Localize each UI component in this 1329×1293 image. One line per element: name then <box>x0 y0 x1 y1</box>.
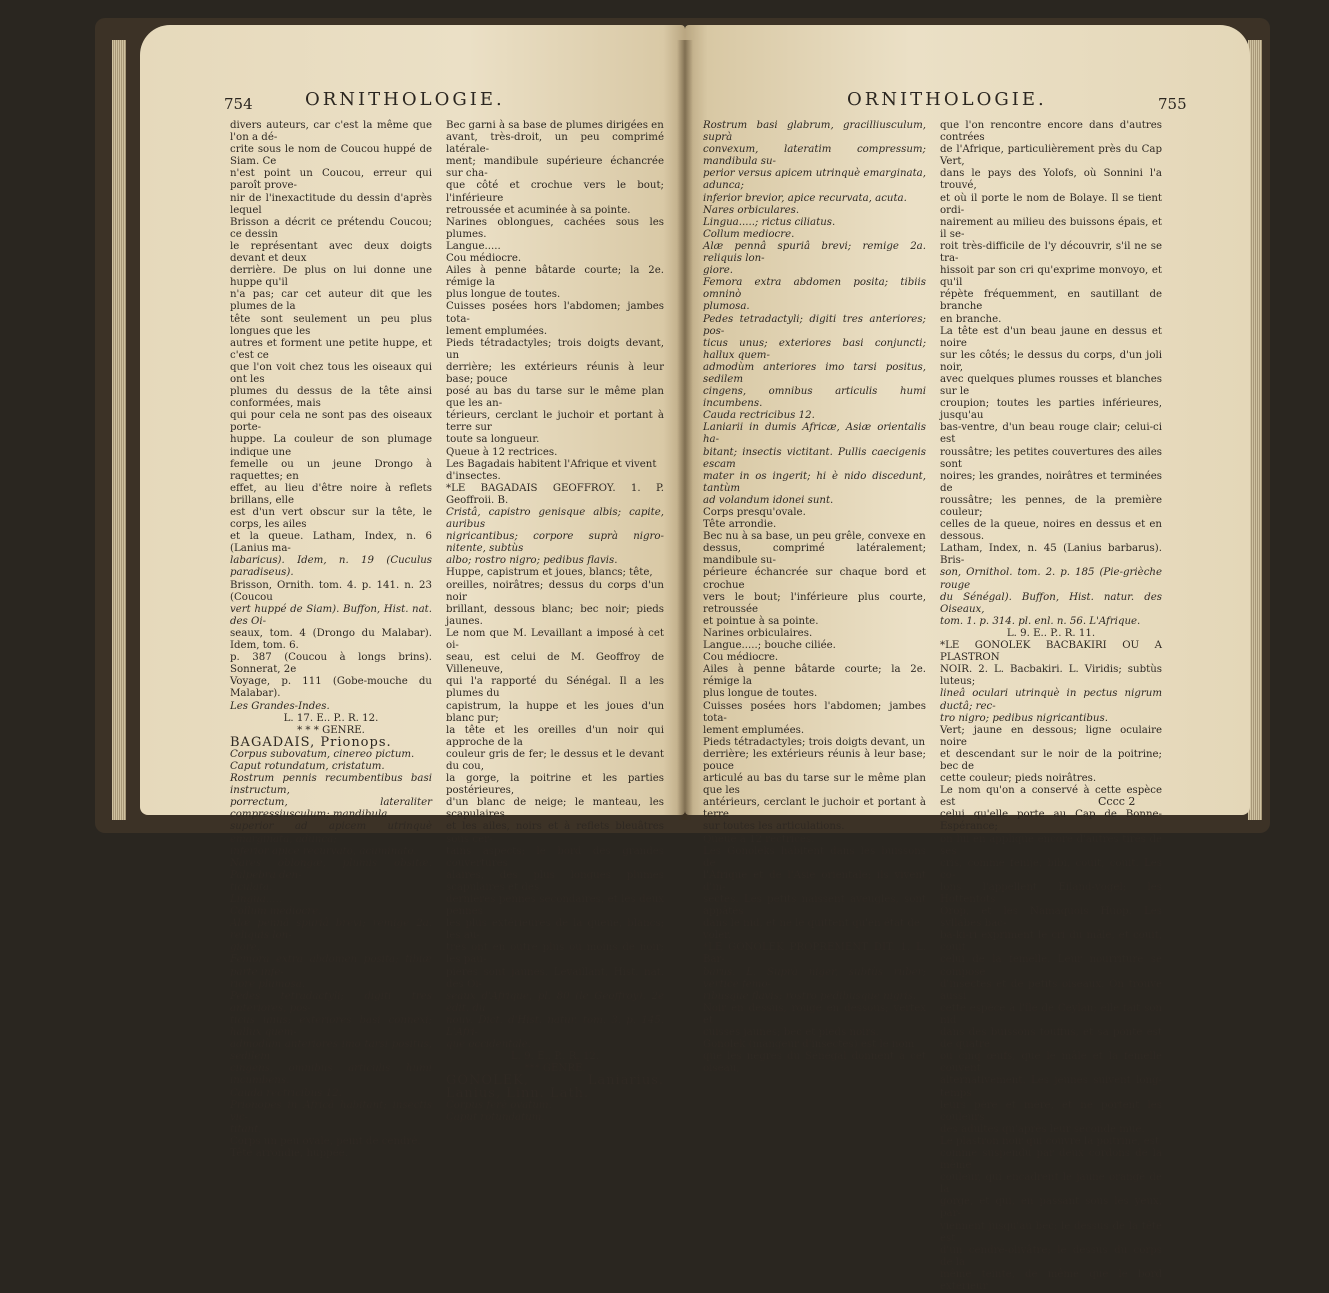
text-line: Vert; jaune en dessous; ligne oculaire noire <box>940 724 1162 748</box>
text-line: Les Grandes-Indes. <box>230 700 330 712</box>
text-line: *LE GONOLEK PROPREMENT DIT. 1. L. Bar- <box>703 942 926 966</box>
text-line: mater in os ingerit; hi è nido discedunt, tantùm <box>703 470 926 494</box>
text-line: Brisson, Ornith. tom. 4. p. 141. n. 23 (Coucou <box>230 579 432 603</box>
text-line: oreilles, noirâtres; dessus du corps d'un noir <box>446 579 664 603</box>
text-line: avec quelques plumes rousses et blanches sur le <box>940 373 1162 398</box>
text-line: Langue.....; bouche ciliée. <box>703 640 836 652</box>
text-line: bitant; insectis victitant. Pullis caecigenis escam <box>703 446 926 470</box>
text-line: derrière; les extérieurs réunis à leur base; pouce <box>703 748 926 772</box>
text-line: que les nègres du Sénégal donnent à cet oiseau, <box>703 1051 926 1075</box>
text-line: ribusque flavis; rostro pedibusque nigris. <box>703 990 917 1002</box>
right-column-2 <box>940 120 1162 1293</box>
text-line: n'est point un Coucou, erreur qui paroît prove- <box>230 168 432 192</box>
text-line: cuisses jaunes; bec et pieds noirs. <box>703 1027 879 1039</box>
text-line: Collum mediocre. <box>230 906 322 918</box>
text-line: dans le pays des Yolofs, où Sonnini l'a trouvé, <box>940 168 1162 192</box>
text-line: Langue..... <box>446 240 501 252</box>
text-line: et pointue à sa pointe. <box>703 615 819 627</box>
text-line: son, Ornithol. tom. 2. p. 185 (Pie-grièche rouge <box>940 567 1162 591</box>
text-line: admodùm anteriores imo tarsi positus, sedilem <box>703 361 926 385</box>
text-line: labaricus). Idem, n. 19 (Cuculus paradiseus). <box>230 555 432 579</box>
text-line: n'a pas; car cet auteur dit que les plumes de la <box>230 289 432 313</box>
text-line: femelle ou un jeune Drongo à raquettes; en <box>230 458 432 482</box>
text-line: tro nigro; pedibus nigricantibus. <box>940 712 1108 724</box>
text-line: lement emplumées. <box>703 724 805 736</box>
text-line: effet, au lieu d'être noire à reflets brillans, elle <box>230 482 432 506</box>
text-line: tête sont seulement un peu plus longues que les <box>230 313 432 337</box>
text-line: L. 9. E.. P.. R. 11. <box>1006 627 1096 639</box>
text-line: ticus unus; exteriores basi connexi; hallux quem- <box>230 1014 432 1039</box>
text-line: Pedes tetradactyli; digiti tres anteriores; pos- <box>703 313 926 337</box>
page-number: 754 <box>224 95 253 113</box>
text-line: Femora extra abdomen posita; tibiis omninò <box>703 277 926 301</box>
text-line: de l'Afrique, particulièrement près du Cap Vert, <box>940 144 1162 168</box>
text-line: des adultes qu'après leur seconde mue. <box>940 1123 1145 1135</box>
text-line: toute sa longueur. <box>446 434 540 446</box>
text-line: ticus unus; exteriores basi conjuncti; hallux quem- <box>703 337 926 361</box>
text-line: brillant, dessous blanc; bec noir; pieds jaunes. <box>446 603 664 627</box>
text-line: *** GENRE. <box>524 1063 586 1075</box>
text-line: les plus extérieures de la queue, blancs; les au- <box>446 918 664 942</box>
text-line: Les Gonoleks habitent dans les buissons de <box>703 845 926 869</box>
text-line: viennent jusqu'au bec; le dessus de la tête est <box>940 1220 1162 1244</box>
text-line: derrière; les extérieurs réunis à leur base; pouce <box>446 361 664 385</box>
text-line: derrière. De plus on lui donne une huppe qu'il <box>230 265 432 289</box>
text-line: sectes. Les petits naissent aveugles, sont appâtés <box>703 894 926 918</box>
text-line: celles de la queue, noires en dessus et en dessous. <box>940 519 1162 543</box>
text-line: leurs père et mère, et ne portent les couleurs <box>940 1099 1162 1123</box>
text-line: lineâ oculari utrinquè in pectus nigrum ductâ; rec- <box>940 688 1162 712</box>
text-line: pières sont jaunes. Levaillant, Hist. nat. des Oi- <box>446 966 664 990</box>
text-line: voler. <box>703 930 732 942</box>
text-line: Corpus subovatum, cinereo pictum. <box>230 748 415 760</box>
text-line: qui pour cela ne sont pas des oiseaux porte- <box>230 410 432 434</box>
text-line: admodùm anteriores imo tarsi positus, sedilem <box>230 1039 432 1063</box>
text-line: roit très-difficile de l'y découvrir, s'il ne se tra- <box>940 240 1162 265</box>
text-line: comme suspendu par deux cordons de la même <box>940 1147 1162 1172</box>
text-line: Pedes tetradactyli; digiti tres anteriores, pos- <box>230 990 432 1014</box>
text-line: alaires, des plus longues plumes scapulaires et des <box>446 869 664 893</box>
text-line: Alæ pennâ spuriâ brevi; remige 2a. reliquis lon- <box>703 240 926 265</box>
text-line: plumosa. <box>703 301 750 313</box>
book-gutter <box>677 40 693 820</box>
text-line: p. 387 (Coucou à longs brins). Sonnerat, 2e <box>230 652 432 676</box>
text-line: dernières pennes secondaires, et les deux pennes <box>446 894 664 918</box>
text-line: que l'on voit chez tous les oiseaux qui ont les <box>230 361 432 385</box>
text-line: la gorge, la poitrine et les parties postérieures, <box>446 773 664 797</box>
text-line: alternativement. Les jeunes suivent long-temps <box>940 1075 1162 1099</box>
text-line: couleur gris de fer; le dessus et le devant du cou, <box>446 748 664 772</box>
text-line: Corps presqu'ovale. <box>703 507 806 518</box>
left-column-2 <box>446 120 664 1124</box>
text-line: et où il porte le nom de Bolaye. Il se tient ordi- <box>940 192 1162 216</box>
text-line: superior ad apicem utrinquè emarginata, adunca; <box>230 821 432 845</box>
text-line: et la queue. Latham, Index, n. 6 (Lanius ma- <box>230 531 432 555</box>
text-line: Cauda rectricibus 12. <box>230 1087 342 1099</box>
text-line: *LE BAGADAIS GEOFFROY. 1. P. Geoffroii. B. <box>446 482 664 506</box>
text-line: que côté et crochue vers le bout; l'inférieure <box>446 180 664 204</box>
text-line: que occidentale. <box>446 1039 531 1051</box>
text-line: que l'on rencontre encore dans d'autres contrées <box>940 120 1162 144</box>
text-line: Cauda rectricibus 12. <box>703 410 815 422</box>
text-line: GONOLEK, Laniarius. Lanius, Linn. Lath. <box>446 1073 664 1101</box>
text-line: Lingua..... <box>230 894 282 905</box>
text-line: périeure échancrée sur chaque bord et crochue <box>703 567 926 591</box>
text-line: cette espèce à l'île de Ceylan; elle fait son nid <box>940 1002 1162 1026</box>
text-line: inferior brevior, apice recurvata, acuta. <box>703 192 907 204</box>
text-line: Gonolek (mangeur d'insectes) est le nom <box>703 1039 915 1051</box>
text-line: Femora extra abdomen posita; tibiæ parte infe- <box>230 954 432 978</box>
text-line: Orop, et les Namaquois Huop. Les syllabes bac- <box>940 906 1162 930</box>
text-line: divers auteurs, car c'est la même que l'on a dé- <box>230 120 432 144</box>
text-line: giore. <box>703 265 734 277</box>
text-line: ou cinq œufs, que le mâle et la femelle couvent <box>940 1051 1162 1075</box>
text-line: et descendant sur le noir de la poitrine; bec de <box>940 748 1162 772</box>
text-line: le représentant avec deux doigts devant et deux <box>230 240 432 265</box>
text-line: roussâtre; les pennes, de la première couleur; <box>940 494 1162 518</box>
text-line: Pieds tétradactyles; trois doigts devant, un <box>703 736 926 748</box>
text-line: tom. 1. p. 314. pl. enl. n. 56. L'Afrique. <box>940 615 1141 627</box>
text-line: albo; rostro nigro; pedibus flavis. <box>446 555 618 567</box>
text-line: titant. <box>230 1123 262 1135</box>
signature-mark: Cccc 2 <box>1098 795 1136 808</box>
left-page-edges <box>112 40 126 820</box>
text-line: riore plumosa. <box>230 978 306 990</box>
text-line: Alæ pennâ spuriâ brevi; remige 2a. reliquis lon- <box>230 918 432 942</box>
text-line: posé au bas du tarse sur le même plan que les an- <box>446 386 664 410</box>
text-line: Pieds tétradactyles; trois doigts devant, un <box>446 337 664 361</box>
text-line: *LE GONOLEK BACBAKIRI OU A PLASTRON <box>940 640 1162 664</box>
text-line: L. 17. E.. P.. R. 12. <box>283 712 379 724</box>
right-page <box>685 25 1250 1292</box>
right-page-edges <box>1248 40 1262 820</box>
text-line: barus. L. Suprà niger, subtùs ruber; vertice femo- <box>703 966 926 990</box>
text-line: nouv. Dict. d'Hist. natur. tom. 3. p. 145. L'Afri- <box>446 1014 664 1039</box>
text-line: celui de la femelle. Leur nourriture se compose <box>940 954 1162 978</box>
text-line: d'insectes. <box>446 470 501 482</box>
page-number: 755 <box>1158 95 1187 113</box>
text-line: porrectum, lateraliter compressiusculum; mandibula <box>230 797 432 821</box>
text-line: vert huppé de Siam). Buffon, Hist. nat. des Oi- <box>230 603 432 627</box>
text-line: NOIR. 2. L. Bacbakiri. L. Viridis; subtùs luteus; <box>940 664 1162 688</box>
text-line: seaux, tom. 4 (Drongo du Malabar). Idem, tom. 6. <box>230 627 432 652</box>
left-page <box>140 25 685 1159</box>
text-line: Narines orbiculaires. <box>703 627 813 639</box>
text-line: nigricantibus; corpore suprà nigro-nitente, subtùs <box>446 531 664 555</box>
text-line: plus longue de toutes. <box>446 289 561 301</box>
text-line: Nares orbiculares. <box>703 204 800 216</box>
right-column-1 <box>703 120 926 1075</box>
text-line: vers le bout; l'inférieure plus courte, retroussée <box>703 591 926 615</box>
text-line: Tête arrondie. <box>703 519 777 531</box>
text-line: tains aspects; le bord des grandes couvertures <box>446 845 664 869</box>
text-line: même teinte, de même que le bord extérieur <box>940 1268 1162 1292</box>
text-line: Le plastron noir qui couvre la poitrine, est <box>940 1135 1160 1147</box>
text-line: la tête et les oreilles d'un noir qui approche de la <box>446 724 664 748</box>
text-line: retroussée et acuminée à sa pointe. <box>446 204 631 216</box>
text-line: Cuisses posées hors l'abdomen; jambes tota- <box>703 700 926 724</box>
text-line: Bec garni à sa base de plumes dirigées en <box>446 120 664 131</box>
text-line: Latham, Index, n. 45 (Lanius barbarus). Bris- <box>940 543 1162 567</box>
text-line: crite sous le nom de Coucou huppé de Siam. Ce <box>230 144 432 168</box>
text-line: couleur, qui encadrent le jaune orangé de la <box>940 1172 1162 1196</box>
text-line: articulé au bas du tarse sur le même plan que les <box>703 773 926 797</box>
text-line: bas-ventre, d'un beau rouge clair; celui-ci est <box>940 422 1162 446</box>
running-head: ORNITHOLOGIE. <box>305 89 505 110</box>
text-line: ticulata. <box>230 881 273 893</box>
text-line: lement emplumées. <box>446 325 548 337</box>
text-line: capistrum, la huppe et les joues d'un blanc pur; <box>446 700 664 724</box>
text-line: dessus, comprimé latéralement; mandibule su- <box>703 543 926 567</box>
text-line: plumes du dessus de la tête ainsi conformées, mais <box>230 386 432 410</box>
text-line: Nares oblongæ, plumis obsitæ. Palpebra den- <box>230 857 432 881</box>
text-line: cris, comme fenije, bibi, couit, couit. Les co- <box>940 857 1162 881</box>
text-line: L. 9. E.. P.. R. 12. <box>510 1051 600 1063</box>
text-line: Rostrum pennis recumbentibus basi instructum, <box>230 773 432 797</box>
text-line: Le nom que M. Levaillant a imposé à cet oi- <box>446 627 664 652</box>
text-line: Corps un peu ovale, peint de cendré. <box>230 1135 421 1147</box>
text-line: Cuisses posées hors l'abdomen; jambes tota- <box>446 301 664 325</box>
text-line: plus longue de toutes. <box>703 688 818 700</box>
text-line: Ailes à penne bâtarde courte; la 2e. rémige la <box>703 664 926 688</box>
text-line: gorge, et qui, en passant sous les yeux, par- <box>940 1196 1162 1220</box>
text-line: ad volandum idonei sunt. <box>703 494 834 506</box>
text-line: ba-ki-ri expriment le cri du mâle, et couit, couit <box>940 930 1162 954</box>
text-line: Laniarii in dumis Africæ, Asiæ orientalis ha- <box>703 422 926 446</box>
text-line: Le nom qu'on a conservé à cette espèce est <box>940 785 1162 809</box>
text-line: Corpus ferè ovatum. <box>446 1099 552 1111</box>
text-line: d'un blanc de neige; le manteau, les scapulaires <box>446 797 664 821</box>
left-column-1 <box>230 120 432 1160</box>
text-line: roussâtre; les petites couvertures des ailes sont <box>940 446 1162 470</box>
text-line: Cristâ, capistro genisque albis; capite, auribus <box>446 507 664 531</box>
text-line: Cou médiocre. <box>446 253 522 265</box>
text-line: tres ont en outre plus ou moins de noir; les pau- <box>446 942 664 966</box>
text-line: cingens, omnibus articulis humi incumbens. <box>703 386 926 410</box>
text-line: nairement au milieu des buissons épais, et il se- <box>940 216 1162 240</box>
text-line: en branche. <box>940 313 1002 325</box>
text-line: seaux d'Afrique, pl. 80 (le Geoffroy). 2e édit. du <box>446 990 664 1014</box>
text-line: croupion; toutes les parties inférieures, jusqu'au <box>940 398 1162 422</box>
text-line: Caput rotundatum. <box>446 1111 545 1123</box>
text-line: et les ailes, noirs et à reflets bleuâtres sous cer- <box>446 821 664 845</box>
text-line: Voyage, p. 111 (Gobe-mouche du Malabar). <box>230 676 432 700</box>
text-line: Prionopes in Africâ habitant; insectis vic- <box>230 1099 432 1123</box>
text-line: hissoit par son cri qu'exprime monvoyo, et qu'il <box>940 265 1162 289</box>
text-line: seau, est celui de M. Geoffroy de Villeneuve, <box>446 652 664 676</box>
text-line: l'Afrique et de l'Asie orientale; ils vivent d'in- <box>703 869 926 893</box>
text-line: noires; les grandes, noirâtres et terminées de <box>940 470 1162 494</box>
text-line: giore. <box>230 942 261 954</box>
text-line: avant, très-droit, un peu comprimé latérale- <box>446 132 664 156</box>
text-line: térieurs, cerclant le juchoir et portant à terre sur <box>446 410 664 434</box>
text-line: Tête arrondie, huppée. <box>230 1147 348 1159</box>
text-line: Lingua.....; rictus ciliatus. <box>703 216 836 228</box>
text-line: nir de l'inexactitude du dessin d'après lequel <box>230 192 432 216</box>
text-line: est d'un vert obscur sur la tête, le corps, les ailes <box>230 507 432 531</box>
text-line: autres et forment une petite huppe, et c'est ce <box>230 337 432 361</box>
text-line: on lui en applique encore d'autres tirés de ses <box>940 833 1162 857</box>
text-line: lons l'appellent Eiland-vogel; les Hottentots <box>940 881 1162 905</box>
text-line: Ailes à penne bâtarde courte; la 2e. rémige la <box>446 265 664 289</box>
text-line: du Sénégal). Buffon, Hist. natur. des Oiseaux, <box>940 591 1162 615</box>
text-line: cingens, omnibus articulis humi incumbens. <box>230 1063 432 1087</box>
text-line: Collum mediocre. <box>703 228 795 240</box>
text-line: ment; mandibule supérieure échancrée sur cha- <box>446 156 664 180</box>
text-line: celui qu'elle porte au Cap de Bonne-Espérance; <box>940 809 1162 833</box>
text-line: Huppe, capistrum et joues, blancs; tête, <box>446 567 653 579</box>
text-line: Bec nu à sa base, un peu grêle, convexe en <box>703 531 926 543</box>
text-line: Rostrum basi glabrum, gracilliusculum, suprà <box>703 120 926 144</box>
text-line: dans le nid, et ne le quittent qu'en état de <box>703 918 920 930</box>
text-line: Caput rotundatum, cristatum. <box>230 760 385 772</box>
text-line: La tête est d'un beau jaune en dessus et noire <box>940 325 1162 349</box>
text-line: Cou médiocre. <box>703 652 779 664</box>
text-line: perior versus apicem utrinquè emarginata, adunca; <box>703 168 926 192</box>
text-line: d'un cendré-olivâtre; le dessus du corps de la <box>940 1244 1162 1268</box>
text-line: cette couleur; pieds noirâtres. <box>940 773 1097 785</box>
text-line: qui l'a rapporté du Sénégal. Il a les plumes du <box>446 676 664 700</box>
text-line: Queue à 12 rectrices. <box>703 833 815 845</box>
text-line: Queue à 12 rectrices. <box>446 446 558 458</box>
text-line: Les Bagadais habitent l'Afrique et vivent <box>446 458 657 470</box>
text-line: Noir en dessus, rouge en dessous; vertex et <box>703 1002 926 1026</box>
text-line: dans des buissons touffus, et sa ponte est de quatre <box>940 1027 1162 1051</box>
text-line: inferior apice recurvato, acuminato. <box>230 845 417 857</box>
text-line: sur toutes les articulations. <box>703 821 845 833</box>
text-line: d'insectes et de petits oiseaux. On trouve aussi <box>940 978 1162 1002</box>
text-line: sur les côtés; le dessus du corps, d'un joli noir, <box>940 349 1162 373</box>
text-line: * * * GENRE. <box>297 724 365 736</box>
running-head: ORNITHOLOGIE. <box>847 89 1047 110</box>
text-line: antérieurs, cerclant le juchoir et portant à terre <box>703 797 926 821</box>
text-line: Narines oblongues, cachées sous les plumes. <box>446 216 664 240</box>
text-line: répète fréquemment, en sautillant de branche <box>940 289 1162 313</box>
text-line: Brisson a décrit ce prétendu Coucou; ce dessin <box>230 216 432 240</box>
text-line: huppe. La couleur de son plumage indique une <box>230 434 432 458</box>
text-line: BAGADAIS, Prionops. <box>230 734 392 750</box>
text-line: convexum, lateratim compressum; mandibula su- <box>703 144 926 168</box>
